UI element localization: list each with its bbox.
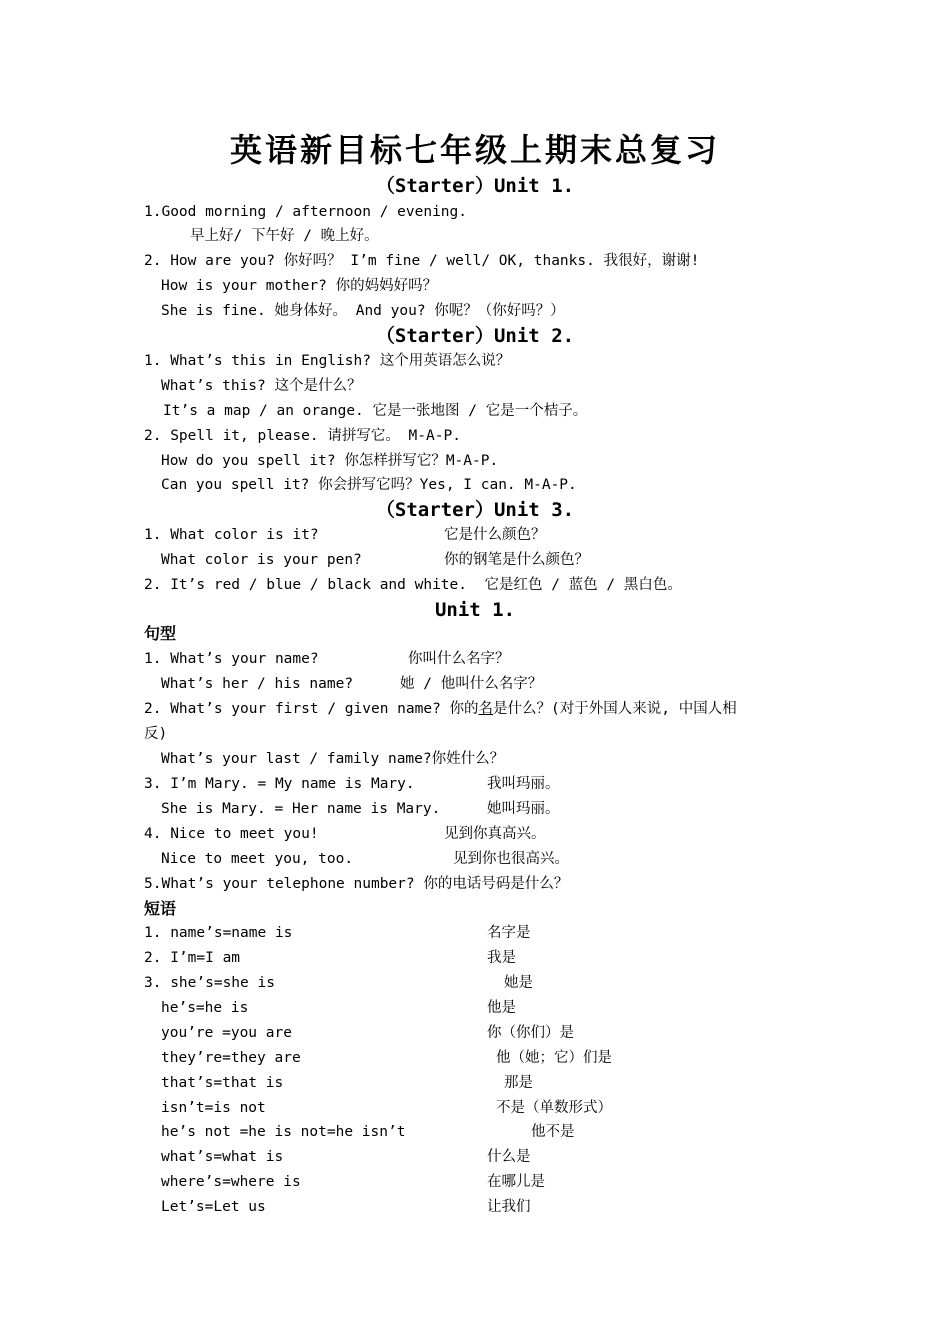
starter3-line-2-zh: 你的钢笔是什么颜色？ [444,552,589,568]
starter3-line-2-en: What color is your pen? [161,552,362,568]
phrase-zh: 在哪儿是 [487,1174,545,1190]
unit1-sentence-2-zh: 她 / 他叫什么名字？ [400,676,543,692]
starter2-line-2: What’s this? 这个是什么？ [161,378,362,394]
unit1-sentence-7-en: 4. Nice to meet you! [144,826,319,842]
phrase-zh: 他是 [487,1000,516,1016]
starter3-line-1-en: 1. What color is it? [144,527,319,543]
phrase-zh: 什么是 [487,1149,531,1165]
phrase-zh: 你（你们）是 [487,1025,574,1041]
unit1-sentence-6-zh: 她叫玛丽。 [487,801,560,817]
phrase-en: that’s=that is [161,1075,284,1091]
phrase-zh: 名字是 [487,925,531,941]
starter2-line-1: 1. What’s this in English? 这个用英语怎么说？ [144,353,511,369]
starter3-line-1-zh: 它是什么颜色？ [444,527,546,543]
unit1-sentence-3-underlined: 名 [478,701,494,717]
phrase-en: he’s not =he is not=he isn’t [161,1124,406,1140]
heading-starter-unit-2: （Starter）Unit 2. [375,325,575,347]
starter1-line-2: 早上好/ 下午好 / 晚上好。 [190,228,379,244]
section-label-phrases: 短语 [144,899,177,918]
unit1-sentence-1-zh: 你叫什么名字？ [408,651,510,667]
heading-starter-unit-3: （Starter）Unit 3. [375,499,575,521]
starter1-line-1: 1.Good morning / afternoon / evening. [144,204,468,220]
phrase-zh: 让我们 [487,1199,531,1215]
unit1-sentence-9: 5.What’s your telephone number? 你的电话号码是什么？ [144,876,569,892]
unit1-sentence-8-zh: 见到你也很高兴。 [453,851,569,867]
starter2-line-4: 2. Spell it, please. 请拼写它。 M-A-P. [144,428,461,444]
unit1-sentence-3 [144,697,737,721]
document-title: 英语新目标七年级上期末总复习 [229,131,720,169]
heading-unit-1: Unit 1. [434,599,516,621]
phrase-en: you’re =you are [161,1025,292,1041]
unit1-sentence-3-part-c: 是什么？(对于外国人来说, 中国人相 [493,701,737,717]
unit1-sentence-5-en: 3. I’m Mary. = My name is Mary. [144,776,415,792]
phrase-en: 2. I’m=I am [144,950,241,966]
starter3-line-3: 2. It’s red / blue / black and white. 它是红色 / 蓝色 / 黑白色。 [144,577,682,593]
phrase-en: Let’s=Let us [161,1199,266,1215]
unit1-sentence-1-en: 1. What’s your name? [144,651,319,667]
phrase-en: what’s=what is [161,1149,284,1165]
section-label-sentences: 句型 [144,624,177,643]
starter1-line-5: She is fine. 她身体好。 And you? 你呢？（你好吗？） [161,303,565,319]
unit1-sentence-8-en: Nice to meet you, too. [161,851,354,867]
phrase-en: they’re=they are [161,1050,301,1066]
unit1-sentence-4: What’s your last / family name?你姓什么？ [161,751,505,767]
phrase-zh: 不是（单数形式） [496,1100,612,1116]
unit1-sentence-5-zh: 我叫玛丽。 [487,776,560,792]
starter2-line-5: How do you spell it? 你怎样拼写它？M-A-P. [161,453,499,469]
unit1-sentence-2-en: What’s her / his name? [161,676,354,692]
phrase-zh: 那是 [504,1075,533,1091]
starter2-line-3: It’s a map / an orange. 它是一张地图 / 它是一个桔子。 [163,403,588,419]
phrase-en: 3. she’s=she is [144,975,275,991]
phrase-en: 1. name’s=name is [144,925,293,941]
starter1-line-3: 2. How are you? 你好吗？ I’m fine / well/ OK, thanks. 我很好，谢谢! [144,253,700,269]
phrase-en: he’s=he is [161,1000,249,1016]
unit1-sentence-3-part-a: 2. What’s your first / given name? 你的 [144,701,479,717]
starter1-line-4: How is your mother? 你的妈妈好吗？ [161,278,438,294]
phrase-zh: 她是 [504,975,533,991]
phrase-en: isn’t=is not [161,1100,266,1116]
heading-starter-unit-1: （Starter）Unit 1. [375,175,575,197]
phrase-zh: 我是 [487,950,516,966]
phrase-en: where’s=where is [161,1174,301,1190]
phrase-zh: 他（她；它）们是 [496,1050,612,1066]
unit1-sentence-3-cont: 反) [144,726,168,742]
unit1-sentence-7-zh: 见到你真高兴。 [444,826,546,842]
starter2-line-6: Can you spell it? 你会拼写它吗？Yes, I can. M-A-P. [161,477,577,493]
phrase-zh: 他不是 [531,1124,575,1140]
unit1-sentence-6-en: She is Mary. = Her name is Mary. [161,801,441,817]
